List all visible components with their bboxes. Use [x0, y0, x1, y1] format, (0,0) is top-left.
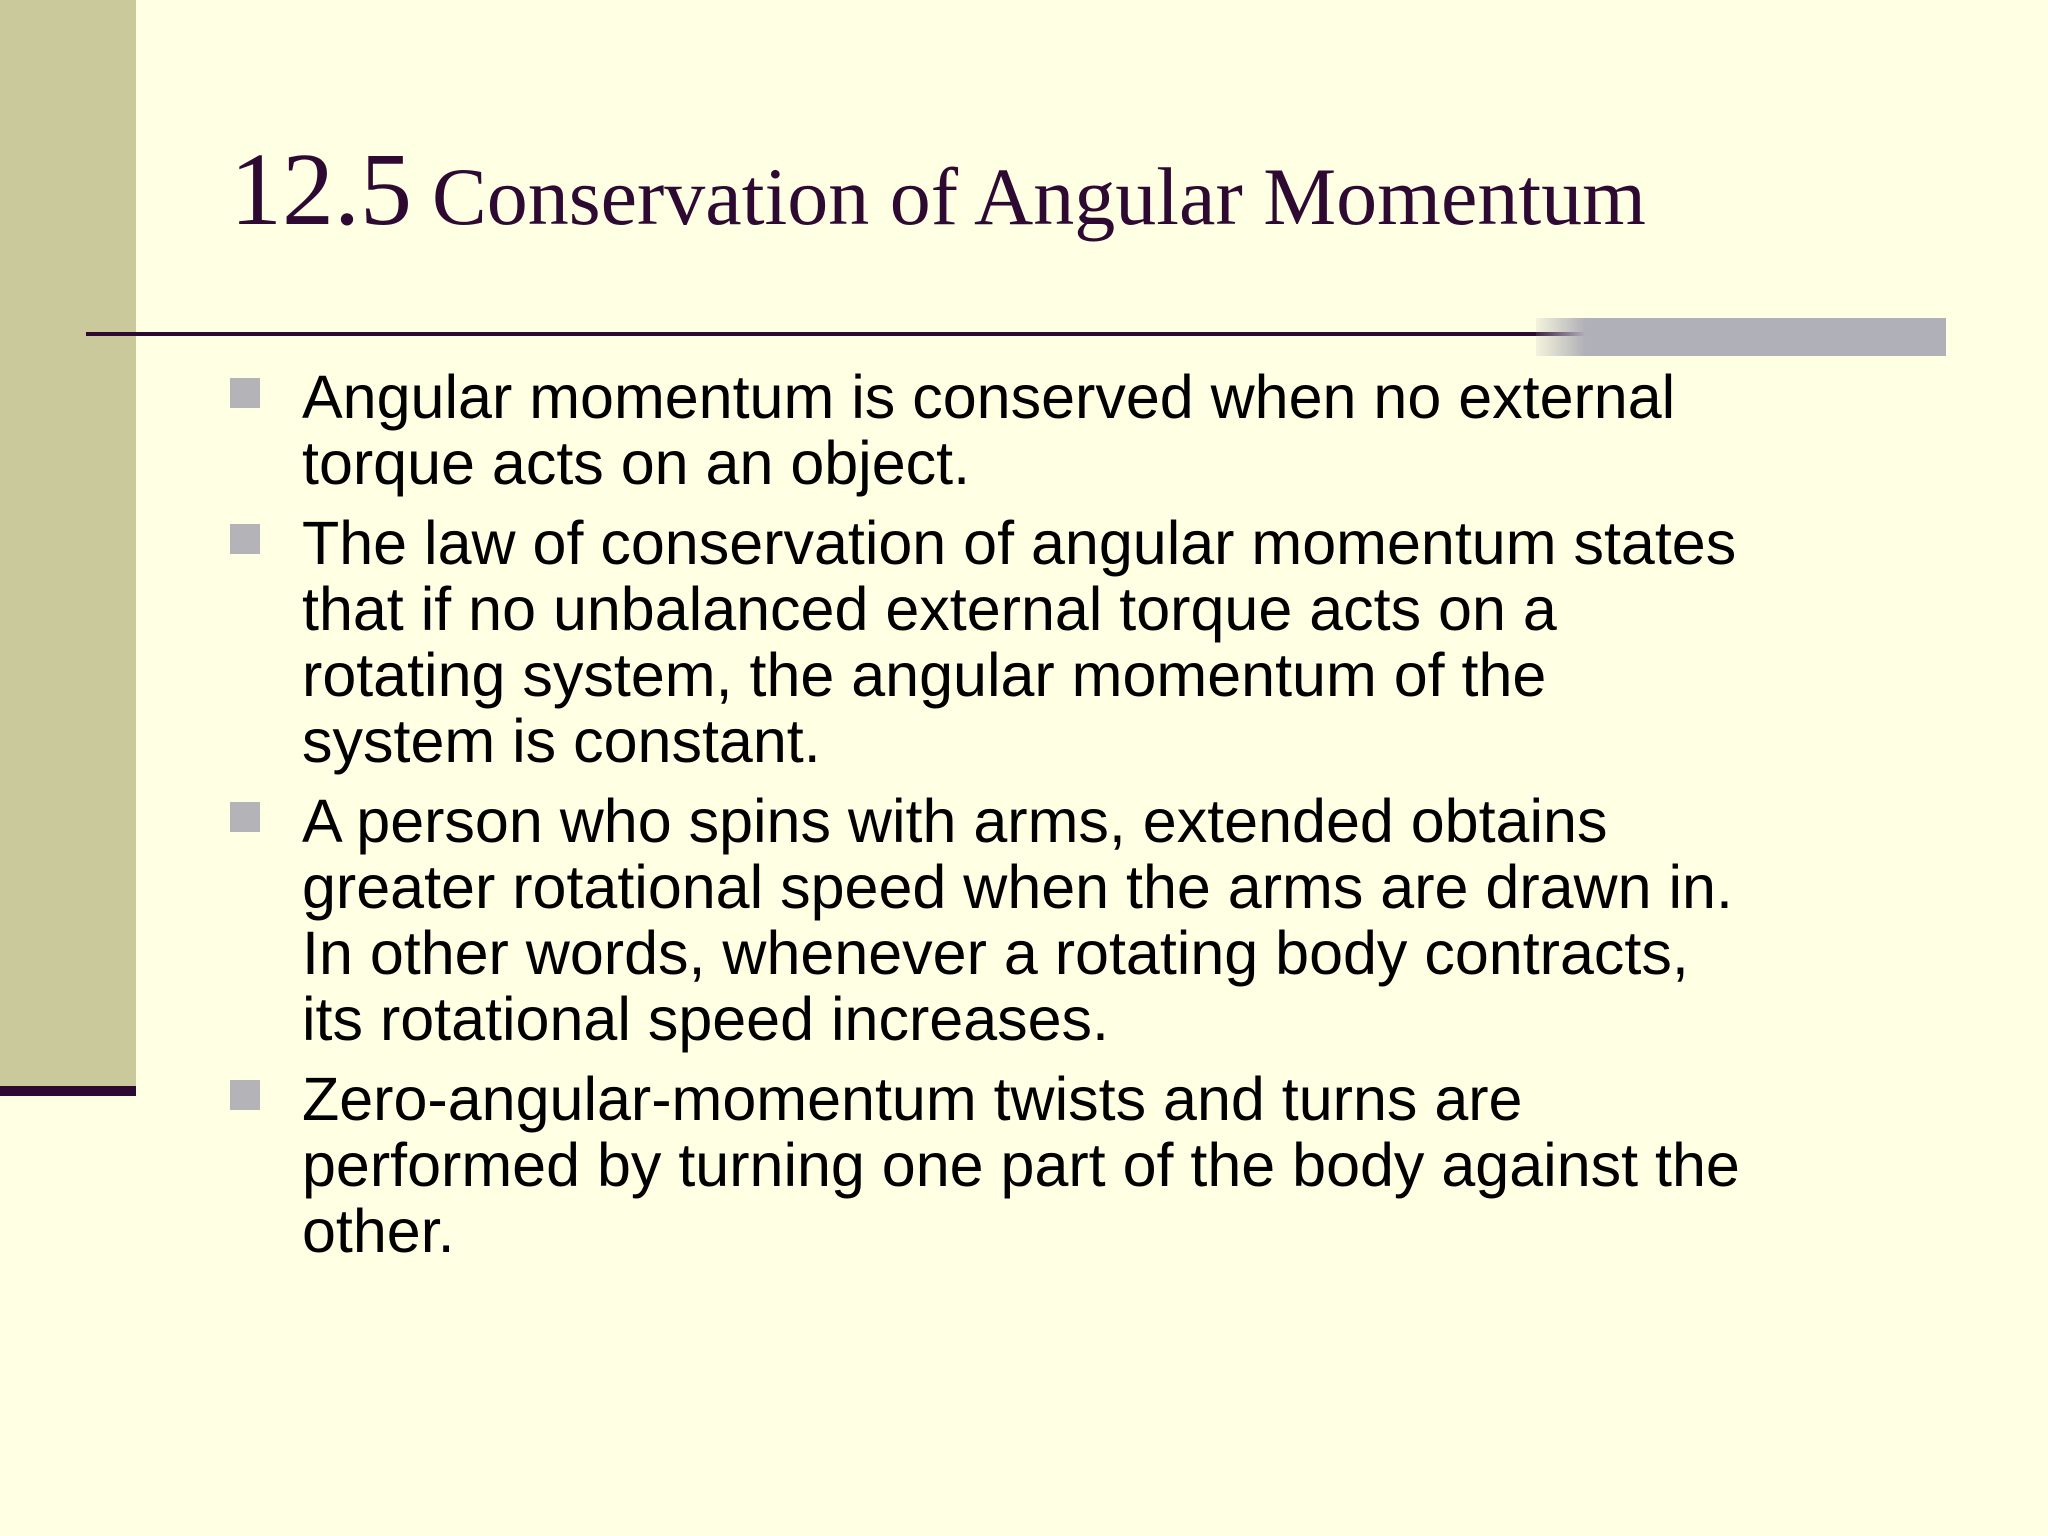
left-accent-bar [0, 0, 136, 1086]
square-bullet-icon [230, 524, 260, 554]
bullet-item [230, 788, 1950, 1052]
bullet-list [230, 364, 1950, 1278]
title-section-number: 12.5 [230, 132, 412, 247]
square-bullet-icon [230, 378, 260, 408]
square-bullet-icon [230, 1080, 260, 1110]
title-text: Conservation of Angular Momentum [432, 151, 1646, 242]
bullet-text: Angular momentum is conserved when no external torque acts on an object. [302, 363, 1676, 497]
bullet-item [230, 1066, 1950, 1264]
title-divider-accent [1536, 318, 1946, 356]
bullet-item [230, 364, 1950, 496]
bullet-item [230, 510, 1950, 774]
left-accent-bar-underline [0, 1086, 136, 1096]
bullet-text: The law of conservation of angular momentum states that if no unbalanced external torque acts on a rotating system, the angular momentum of the system is constant. [302, 509, 1737, 775]
bullet-text: A person who spins with arms, extended obtains greater rotational speed when the arms are drawn in. In other words, whenever a rotating body contracts, its rotational speed increases. [302, 787, 1733, 1053]
slide-title [230, 132, 1646, 247]
bullet-text: Zero-angular-momentum twists and turns are performed by turning one part of the body against the other. [302, 1065, 1740, 1265]
square-bullet-icon [230, 802, 260, 832]
